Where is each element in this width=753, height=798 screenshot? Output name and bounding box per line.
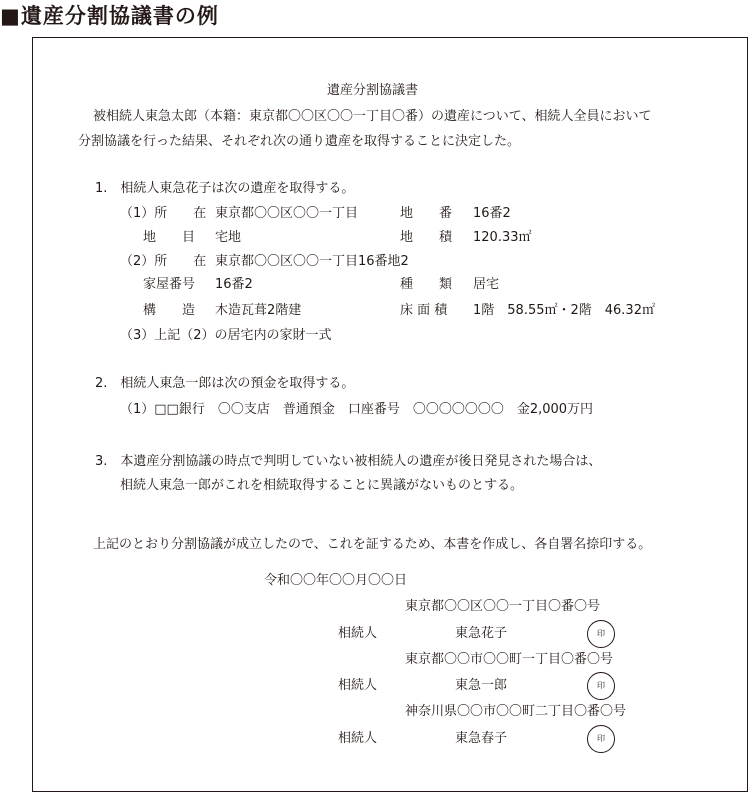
item1-lot-value: 16番2 (473, 206, 511, 221)
section-3-line-1: 3. 本遺産分割協議の時点で判明していない被相続人の遺産が後日発見された場合は、 (95, 454, 602, 469)
item1-area-label: 地 積 (400, 230, 453, 245)
signatory-1-seal: 印 (587, 620, 615, 648)
signatory-2-address: 東京都〇〇市〇〇町一丁目〇番〇号 (405, 652, 614, 667)
item2-location-label: （2）所 在 (120, 254, 207, 269)
item2-house-no-label: 家屋番号 (143, 277, 196, 292)
item2-floor-label: 床 面 積 (400, 303, 448, 318)
item2-type-value: 居宅 (473, 277, 500, 292)
item2-structure-value: 木造瓦葺2階建 (215, 303, 302, 318)
signatory-3-address: 神奈川県〇〇市〇〇町二丁目〇番〇号 (405, 704, 627, 719)
item1-location-value: 東京都〇〇区〇〇一丁目 (215, 206, 359, 221)
item2-floor-value: 1階 58.55㎡・2階 46.32㎡ (473, 303, 655, 318)
section-2-item-1: （1）□□銀行 〇〇支店 普通預金 口座番号 〇〇〇〇〇〇〇 金2,000万円 (120, 402, 594, 417)
section-3-line-2: 相続人東急一郎がこれを相続取得することに異議がないものとする。 (120, 478, 524, 493)
item1-category-label: 地 目 (143, 230, 196, 245)
item3-text: （3）上記（2）の居宅内の家財一式 (120, 328, 332, 343)
closing-statement: 上記のとおり分割協議が成立したので、これを証するため、本書を作成し、各自署名捺印する。 (93, 537, 652, 552)
signatory-1-address: 東京都〇〇区〇〇一丁目〇番〇号 (405, 599, 601, 614)
item2-structure-label: 構 造 (143, 303, 196, 318)
item2-house-no-value: 16番2 (215, 277, 253, 292)
intro-line-1: 被相続人東急太郎（本籍：東京都〇〇区〇〇一丁目〇番）の遺産について、相続人全員において (93, 109, 652, 124)
signatory-1-role: 相続人 (338, 626, 378, 641)
page-heading: ■遺産分割協議書の例 (0, 4, 219, 28)
signatory-2-seal: 印 (587, 672, 615, 700)
item1-area-value: 120.33㎡ (473, 230, 532, 245)
item2-location-value: 東京都〇〇区〇〇一丁目16番地2 (215, 254, 409, 269)
section-2-heading: 2. 相続人東急一郎は次の預金を取得する。 (95, 376, 355, 391)
section-1-heading: 1. 相続人東急花子は次の遺産を取得する。 (95, 181, 355, 196)
signatory-1-name: 東急花子 (455, 626, 508, 641)
item1-location-label: （1）所 在 (120, 206, 207, 221)
item1-lot-label: 地 番 (400, 206, 453, 221)
item1-category-value: 宅地 (215, 230, 242, 245)
signatory-2-role: 相続人 (338, 678, 378, 693)
document-title: 遺産分割協議書 (327, 83, 419, 98)
signatory-3-name: 東急春子 (455, 731, 508, 746)
signatory-3-seal: 印 (587, 725, 615, 753)
document-date: 令和〇〇年〇〇月〇〇日 (264, 573, 408, 588)
intro-line-2: 分割協議を行った結果、それぞれ次の通り遺産を取得することに決定した。 (78, 134, 521, 149)
item2-type-label: 種 類 (400, 277, 453, 292)
signatory-2-name: 東急一郎 (455, 678, 508, 693)
signatory-3-role: 相続人 (338, 731, 378, 746)
